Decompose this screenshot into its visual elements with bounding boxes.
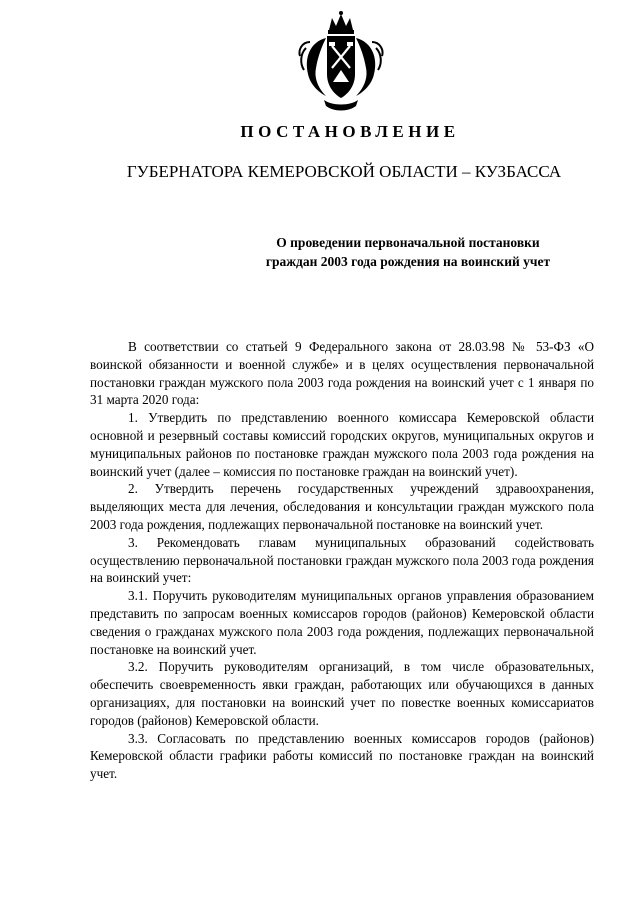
paragraph: 3.2. Поручить руководителям организаций, в том числе образовательных, обеспечить своевременность явки граждан, работающих или обучающихся в данных организациях, для постановки на воинский учет по повестке военных комиссариатов городов (районов) Кемеровской области.: [90, 659, 594, 728]
paragraph: 3.1. Поручить руководителям муниципальных органов управления образованием представить по запросам военных комиссаров городов (районов) Кемеровской области сведения о гражданах мужского пола 2003 года рождения, подлежащих первоначальной постановке на воинский учет.: [90, 588, 594, 657]
paragraph: В соответствии со статьей 9 Федерального закона от 28.03.98 № 53-ФЗ «О воинской обязанности и военной службе» и в целях осуществления первоначальной постановки граждан мужского пола 2003 года рождения на воинский учет с 1 января по 31 марта 2020 года:: [90, 339, 594, 408]
heading-line: граждан 2003 года рождения на воинский учет: [265, 254, 551, 269]
paragraph: 3.3. Согласовать по представлению военных комиссаров городов (районов) Кемеровской области графики работы комиссий по постановке граждан на воинский учет.: [90, 730, 594, 782]
coat-of-arms-emblem: [296, 8, 386, 116]
left-ornament: [307, 38, 326, 96]
right-ornament: [356, 38, 375, 96]
document-subtitle: ГУБЕРНАТОРА КЕМЕРОВСКОЙ ОБЛАСТИ – КУЗБАССА: [126, 162, 562, 181]
document-title: ПОСТАНОВЛЕНИЕ: [240, 122, 460, 141]
paragraph: 3. Рекомендовать главам муниципальных образований содействовать осуществлению первоначальной постановки граждан мужского пола 2003 года рождения на воинский учет:: [90, 534, 594, 586]
paragraph: 1. Утвердить по представлению военного комиссара Кемеровской области основной и резервный составы комиссий городских округов, муниципальных округов и муниципальных районов по постановке граждан мужского пола 2003 года рождения на воинский учет (далее – комиссия по постановке граждан на воинский учет).: [90, 410, 594, 479]
document-body: [90, 338, 594, 783]
crown-icon: [328, 11, 354, 34]
heading-line: О проведении первоначальной постановки: [276, 235, 540, 250]
document-heading: [80, 233, 640, 271]
paragraph: 2. Утвердить перечень государственных учреждений здравоохранения, выделяющих места для лечения, обследования и консультации граждан мужского пола 2003 года рождения, подлежащих первоначальной постановке на воинский учет.: [90, 481, 594, 532]
